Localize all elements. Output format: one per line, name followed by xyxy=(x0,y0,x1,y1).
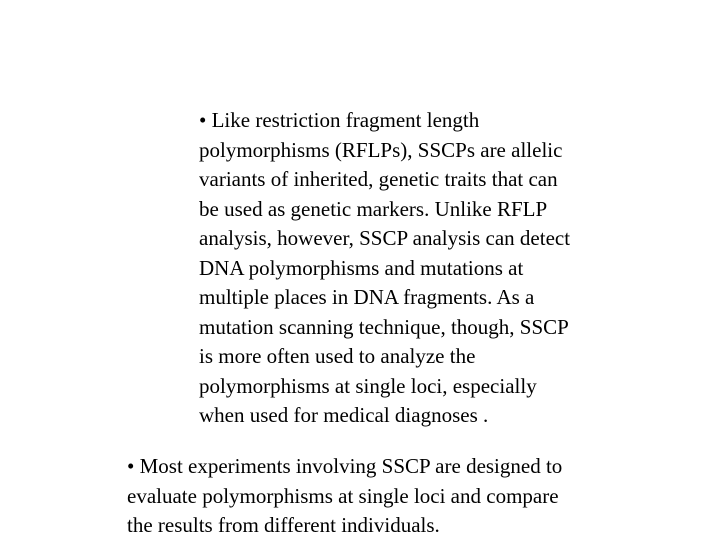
paragraph-line: mutation scanning technique, though, SSCP xyxy=(199,314,569,339)
paragraph-line: DNA polymorphisms and mutations at xyxy=(199,255,524,280)
paragraph-line: the results from different individuals. xyxy=(127,513,440,537)
paragraph-line: polymorphisms (RFLPs), SSCPs are allelic xyxy=(199,137,563,162)
paragraph-line: be used as genetic markers. Unlike RFLP xyxy=(199,196,548,221)
paragraph-line: analysis, however, SSCP analysis can detect xyxy=(199,226,571,250)
paragraph-line: is more often used to analyze the xyxy=(199,344,476,368)
paragraph-line: polymorphisms at single loci, especially xyxy=(199,373,537,398)
paragraph-line: • Most experiments involving SSCP are designed to xyxy=(127,454,563,478)
paragraph-line: variants of inherited, genetic traits that can xyxy=(199,167,558,191)
bullet-paragraph-rflp-sscp xyxy=(199,106,570,431)
bullet-paragraph-sscp-experiments xyxy=(127,452,562,541)
paragraph-line: multiple places in DNA fragments. As a xyxy=(199,285,535,309)
paragraph-line: when used for medical diagnoses . xyxy=(199,403,489,427)
paragraph-line: • Like restriction fragment length xyxy=(199,108,480,132)
paragraph-line: evaluate polymorphisms at single loci and compare xyxy=(127,483,559,508)
